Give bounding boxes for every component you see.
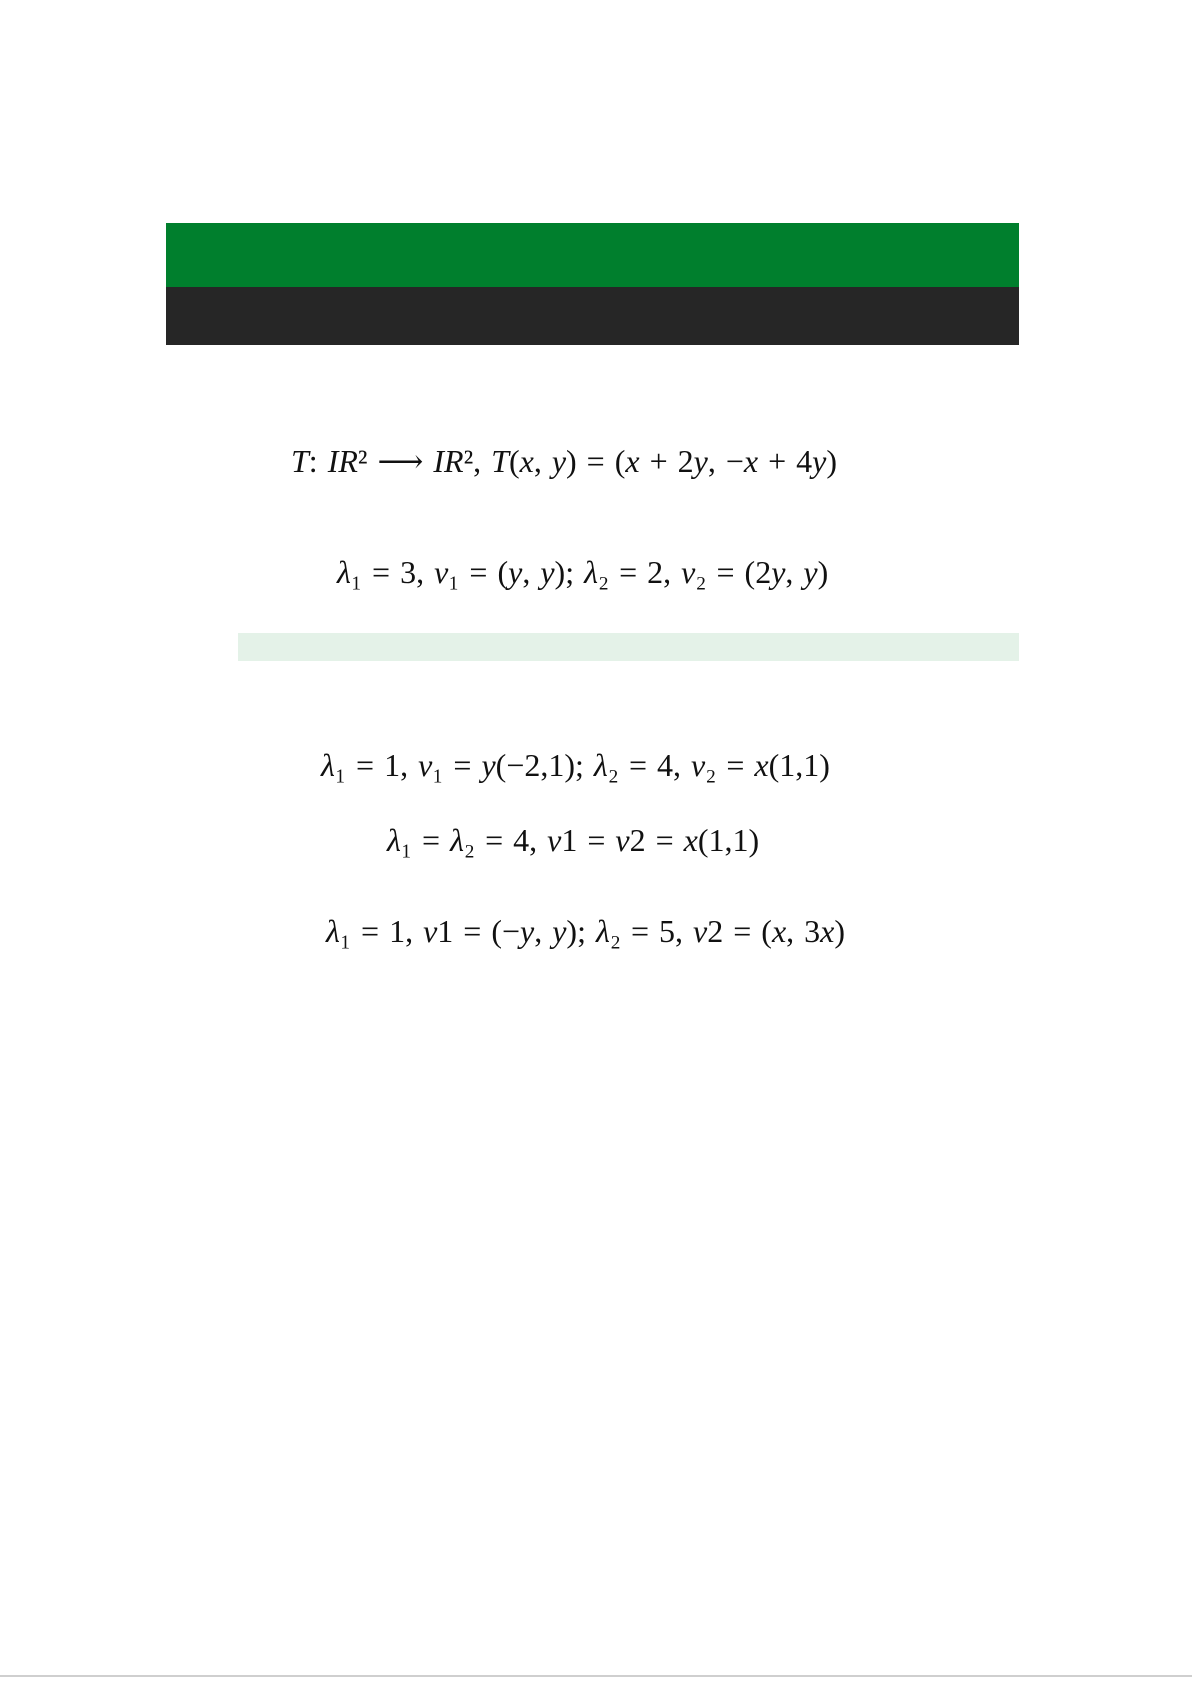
header-green-bar [166, 223, 1019, 287]
math-variable: y [481, 747, 496, 783]
page-bottom-rule [0, 1675, 1192, 1677]
math-variable: x [683, 822, 698, 858]
math-variable: R [444, 443, 464, 479]
math-variable: x [754, 747, 769, 783]
math-variable: λ [450, 822, 464, 858]
math-variable: v [434, 554, 449, 590]
math-variable: v [693, 913, 708, 949]
highlighted-answer-row [238, 633, 1019, 661]
math-variable: x [743, 443, 759, 479]
math-variable: λ [326, 913, 340, 949]
math-variable: v [681, 554, 696, 590]
header-dark-bar [166, 287, 1019, 345]
math-variable: T [291, 443, 309, 479]
answer-option-formula: λ₁ = λ₂ = 4, v1 = v2 = x(1,1) [387, 822, 760, 858]
answer-option-formula: λ₁ = 1, v1 = (−y, y); λ₂ = 5, v2 = (x, 3x) [326, 913, 845, 949]
math-variable: y [520, 913, 535, 949]
math-variable: v [418, 747, 433, 783]
math-variable: v [690, 747, 706, 783]
math-variable: y [693, 443, 708, 479]
math-variable: y [803, 554, 818, 590]
math-variable: x [625, 443, 640, 479]
math-variable: y [551, 443, 567, 479]
math-variable: x [519, 443, 534, 479]
math-variable: v [423, 913, 438, 949]
math-variable: v [547, 822, 562, 858]
math-variable: x [820, 913, 835, 949]
math-variable: y [508, 554, 523, 590]
math-variable: y [812, 443, 827, 479]
math-variable: y [540, 554, 555, 590]
math-variable: T [491, 443, 509, 479]
math-variable: x [771, 913, 787, 949]
math-variable: λ [593, 747, 608, 783]
math-variable: y [552, 913, 567, 949]
question-statement-formula: T: IR² ⟶ IR², T(x, y) = (x + 2y, −x + 4y) [291, 443, 837, 479]
math-variable: λ [595, 913, 610, 949]
math-variable: v [615, 822, 630, 858]
math-variable: λ [584, 554, 598, 590]
math-variable: λ [387, 822, 401, 858]
math-variable: I [433, 443, 445, 479]
math-variable: R [338, 443, 358, 479]
answer-option-formula: λ₁ = 3, v₁ = (y, y); λ₂ = 2, v₂ = (2y, y) [337, 554, 829, 590]
math-variable: y [771, 554, 786, 590]
math-variable: I [327, 443, 339, 479]
answer-option-formula: λ₁ = 1, v₁ = y(−2,1); λ₂ = 4, v₂ = x(1,1) [321, 747, 830, 783]
math-variable: λ [321, 747, 335, 783]
math-variable: λ [337, 554, 351, 590]
